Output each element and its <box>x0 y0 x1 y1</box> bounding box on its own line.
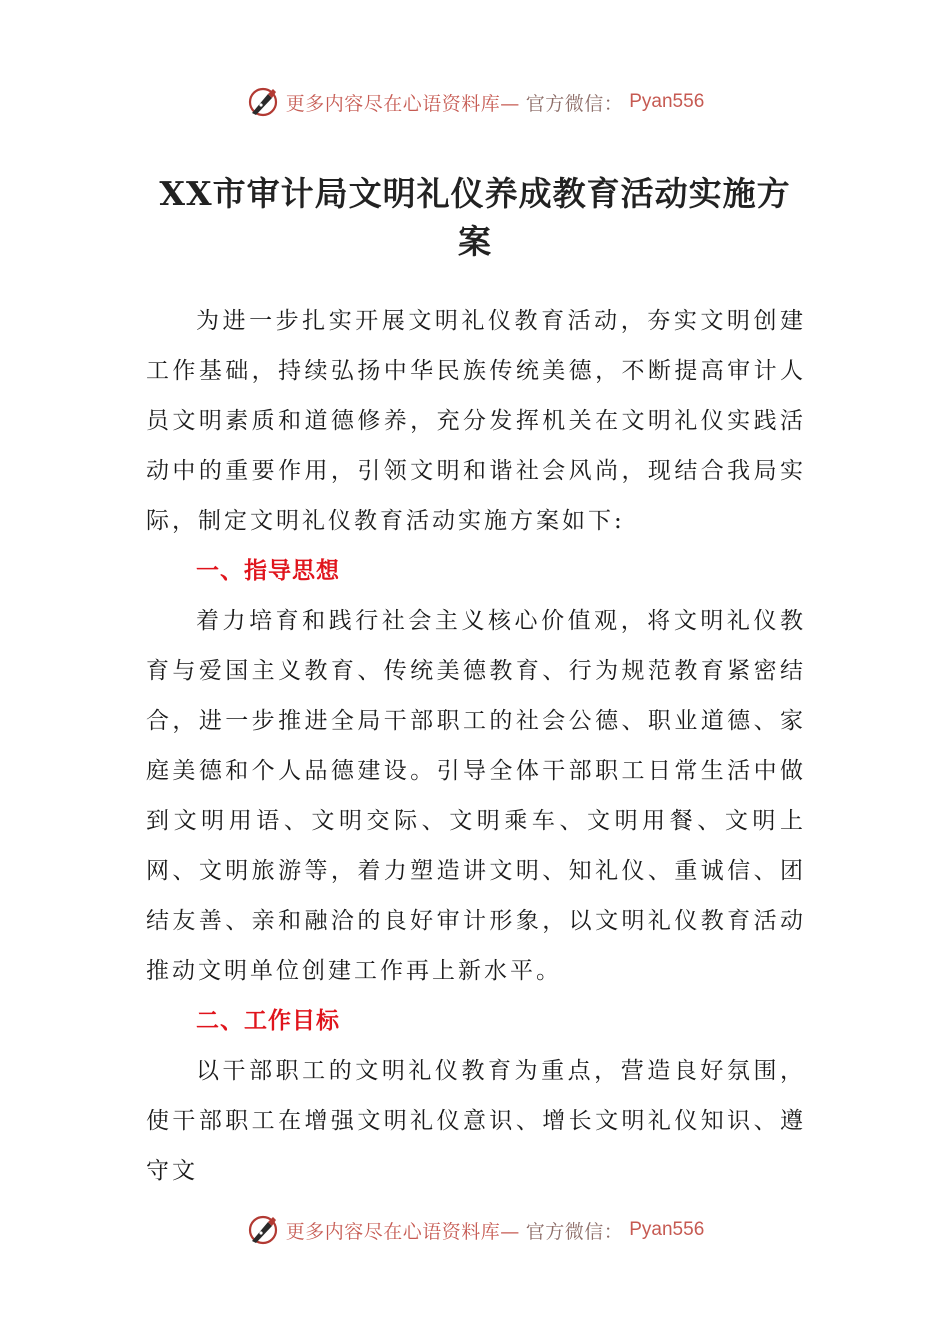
section-paragraph-guiding-ideology: 着力培育和践行社会主义核心价值观，将文明礼仪教育与爱国主义教育、传统美德教育、行为规范教育紧密结合，进一步推进全局干部职工的社会公德、职业道德、家庭美德和个人品德建设。引导全体干部职工日常生活中做到文明用语、文明交际、文明乘车、文明用餐、文明上网、文明旅游等，着力塑造讲文明、知礼仪、重诚信、团结友善、亲和融洽的良好审计形象，以文明礼仪教育活动推动文明单位创建工作再上新水平。 <box>146 608 806 984</box>
section-heading-guiding-ideology: 一、指导思想 <box>196 558 340 584</box>
document-body <box>146 296 806 1196</box>
pen-nib-logo-icon <box>246 1213 280 1247</box>
banner-wechat-label: 官方微信： <box>525 1220 624 1243</box>
document-title: XX市审计局文明礼仪养成教育活动实施方案 <box>159 174 791 261</box>
banner-wechat-id: Pyan556 <box>629 91 705 112</box>
footer-banner <box>0 1210 950 1250</box>
section-heading-work-goals: 二、工作目标 <box>196 1008 340 1034</box>
intro-paragraph: 为进一步扎实开展文明礼仪教育活动，夯实文明创建工作基础，持续弘扬中华民族传统美德，不断提高审计人员文明素质和道德修养，充分发挥机关在文明礼仪实践活动中的重要作用，引领文明和谐社会风尚，现结合我局实际，制定文明礼仪教育活动实施方案如下: <box>146 308 806 534</box>
banner-wechat-label: 官方微信： <box>525 92 624 115</box>
banner-content <box>246 1213 705 1247</box>
banner-wechat-id: Pyan556 <box>629 1219 705 1240</box>
banner-main-text: 更多内容尽在心语资料库— <box>285 1220 520 1243</box>
header-banner <box>0 82 950 122</box>
section-paragraph-work-goals: 以干部职工的文明礼仪教育为重点，营造良好氛围，使干部职工在增强文明礼仪意识、增长文明礼仪知识、遵守文 <box>146 1058 806 1184</box>
banner-main-text: 更多内容尽在心语资料库— <box>285 92 520 115</box>
banner-content <box>246 85 705 119</box>
pen-nib-logo-icon <box>246 85 280 119</box>
